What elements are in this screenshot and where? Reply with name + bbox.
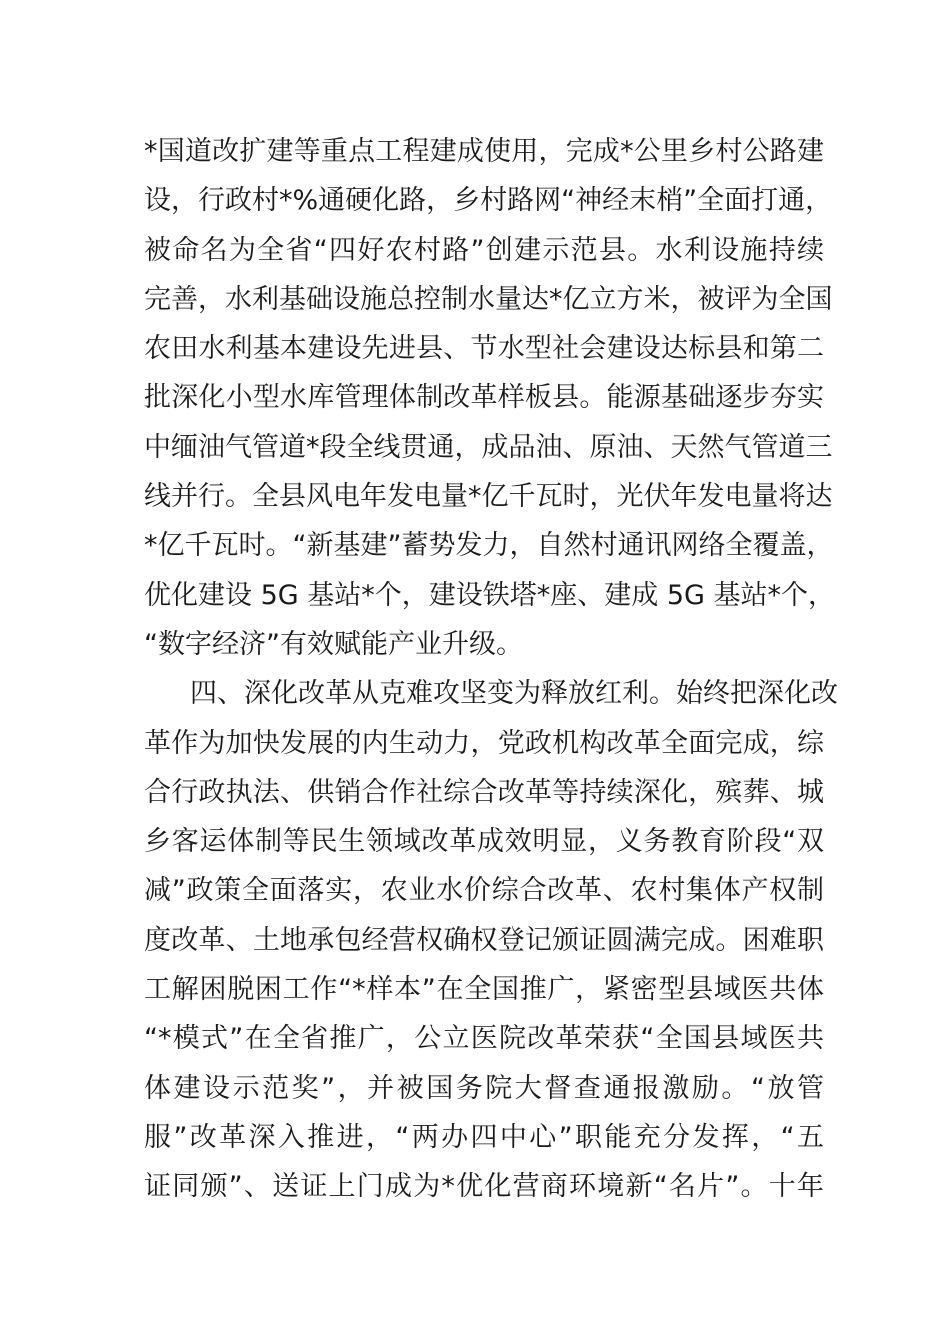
text-line-1: *国道改扩建等重点工程建成使用，完成*公里乡村公路建: [144, 136, 824, 167]
text-line-17: 度改革、土地承包经营权确权登记颁证圆满完成。困难职: [144, 924, 824, 956]
text-line-16: 减”政策全面落实，农业水价综合改革、农村集体产权制: [144, 875, 824, 907]
text-line-22: 证同颁”、送证上门成为*优化营商环境新“名片”。十年: [144, 1171, 824, 1203]
text-line-3: 被命名为全省“四好农村路”创建示范县。水利设施持续: [144, 234, 824, 266]
text-line-13: 革作为加快发展的内生动力，党政机构改革全面完成，综: [144, 727, 824, 759]
text-line-4: 完善，水利基础设施总控制水量达*亿立方米，被评为全国: [144, 283, 833, 315]
text-line-19: “*模式”在全省推广，公立医院改革荣获“全国县域医共: [144, 1023, 824, 1055]
text-line-6: 批深化小型水库管理体制改革样板县。能源基础逐步夯实: [144, 382, 824, 414]
text-line-8: 线并行。全县风电年发电量*亿千瓦时，光伏年发电量将达: [144, 481, 833, 513]
text-line-7: 中缅油气管道*段全线贯通，成品油、原油、天然气管道三: [144, 431, 833, 463]
text-line-15: 乡客运体制等民生领域改革成效明显，义务教育阶段“双: [144, 826, 824, 858]
text-line-11: “数字经济”有效赋能产业升级。: [144, 628, 523, 660]
text-line-14: 合行政执法、供销合作社综合改革等持续深化，殡葬、城: [144, 776, 824, 808]
text-line-2: 设，行政村*%通硬化路，乡村路网“神经末梢”全面打通，: [144, 185, 833, 217]
text-line-21: 服”改革深入推进，“两办四中心”职能充分发挥，“五: [144, 1121, 824, 1153]
text-line-9: *亿千瓦时。“新基建”蓄势发力，自然村通讯网络全覆盖，: [144, 530, 834, 562]
text-line-5: 农田水利基本建设先进县、节水型社会建设达标县和第二: [144, 333, 824, 365]
text-line-10: 优化建设 5G 基站*个，建设铁塔*座、建成 5G 基站*个，: [144, 579, 836, 611]
body-text: [144, 127, 838, 1212]
text-line-20: 体建设示范奖”，并被国务院大督查通报激励。“放管: [144, 1072, 824, 1104]
text-line-18: 工解困脱困工作“*样本”在全国推广，紧密型县域医共体: [144, 974, 824, 1006]
paragraph-heading-line: 四、深化改革从克难攻坚变为释放红利。始终把深化改: [190, 678, 838, 710]
